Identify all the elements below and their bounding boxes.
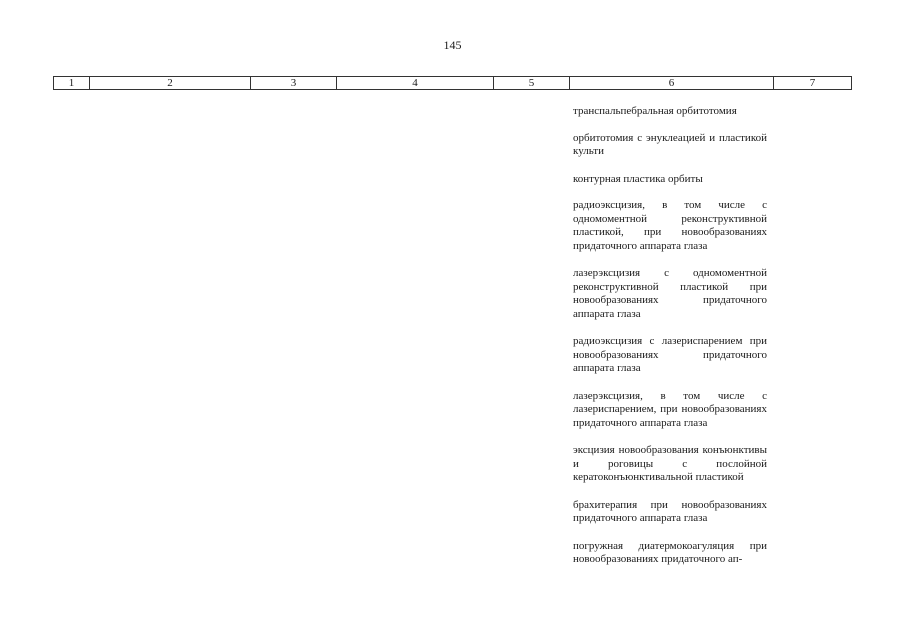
procedure-entry: транспальпебральная орбитотомия: [573, 105, 737, 117]
procedure-entry: радиоэксцизия с лазериспарением при новообразованиях придаточного аппарата глаза: [573, 335, 767, 374]
procedure-entry: лазерэксцизия с одномоментной реконструктивной пластикой при новообразованиях придаточного аппарата глаза: [573, 267, 767, 320]
procedure-entry: орбитотомия с энуклеацией и пластикой культи: [573, 131, 767, 157]
procedure-entry: лазерэксцизия, в том числе с лазериспарением, при новообразованиях придаточного аппарата глаза: [573, 389, 767, 429]
procedure-entry: радиоэксцизия, в том числе с одномоментной реконструктивной пластикой, при новообразованиях придаточного аппарата глаза: [573, 199, 767, 252]
column-header-7: 7: [774, 77, 852, 90]
header-row: [54, 77, 852, 90]
page-number: 145: [443, 38, 462, 52]
procedure-entry: контурная пластика орбиты: [573, 172, 703, 185]
column-header-1: 1: [54, 77, 90, 90]
column-header-2: 2: [90, 77, 251, 90]
column-6-content: [573, 105, 767, 567]
column-header-3: 3: [251, 77, 337, 90]
column-header-6: 6: [570, 77, 774, 90]
procedure-entry: эксцизия новообразования конъюнктивы и роговицы с послойной кератоконъюнктивальной пластикой: [573, 444, 767, 483]
procedure-entry: погружная диатермокоагуляция при новообразованиях придаточного ап-: [573, 539, 767, 565]
procedure-entry: брахитерапия при новообразованиях придаточного аппарата глаза: [573, 498, 767, 524]
table-header: [53, 76, 852, 90]
column-header-4: 4: [337, 77, 494, 90]
column-header-5: 5: [494, 77, 570, 90]
